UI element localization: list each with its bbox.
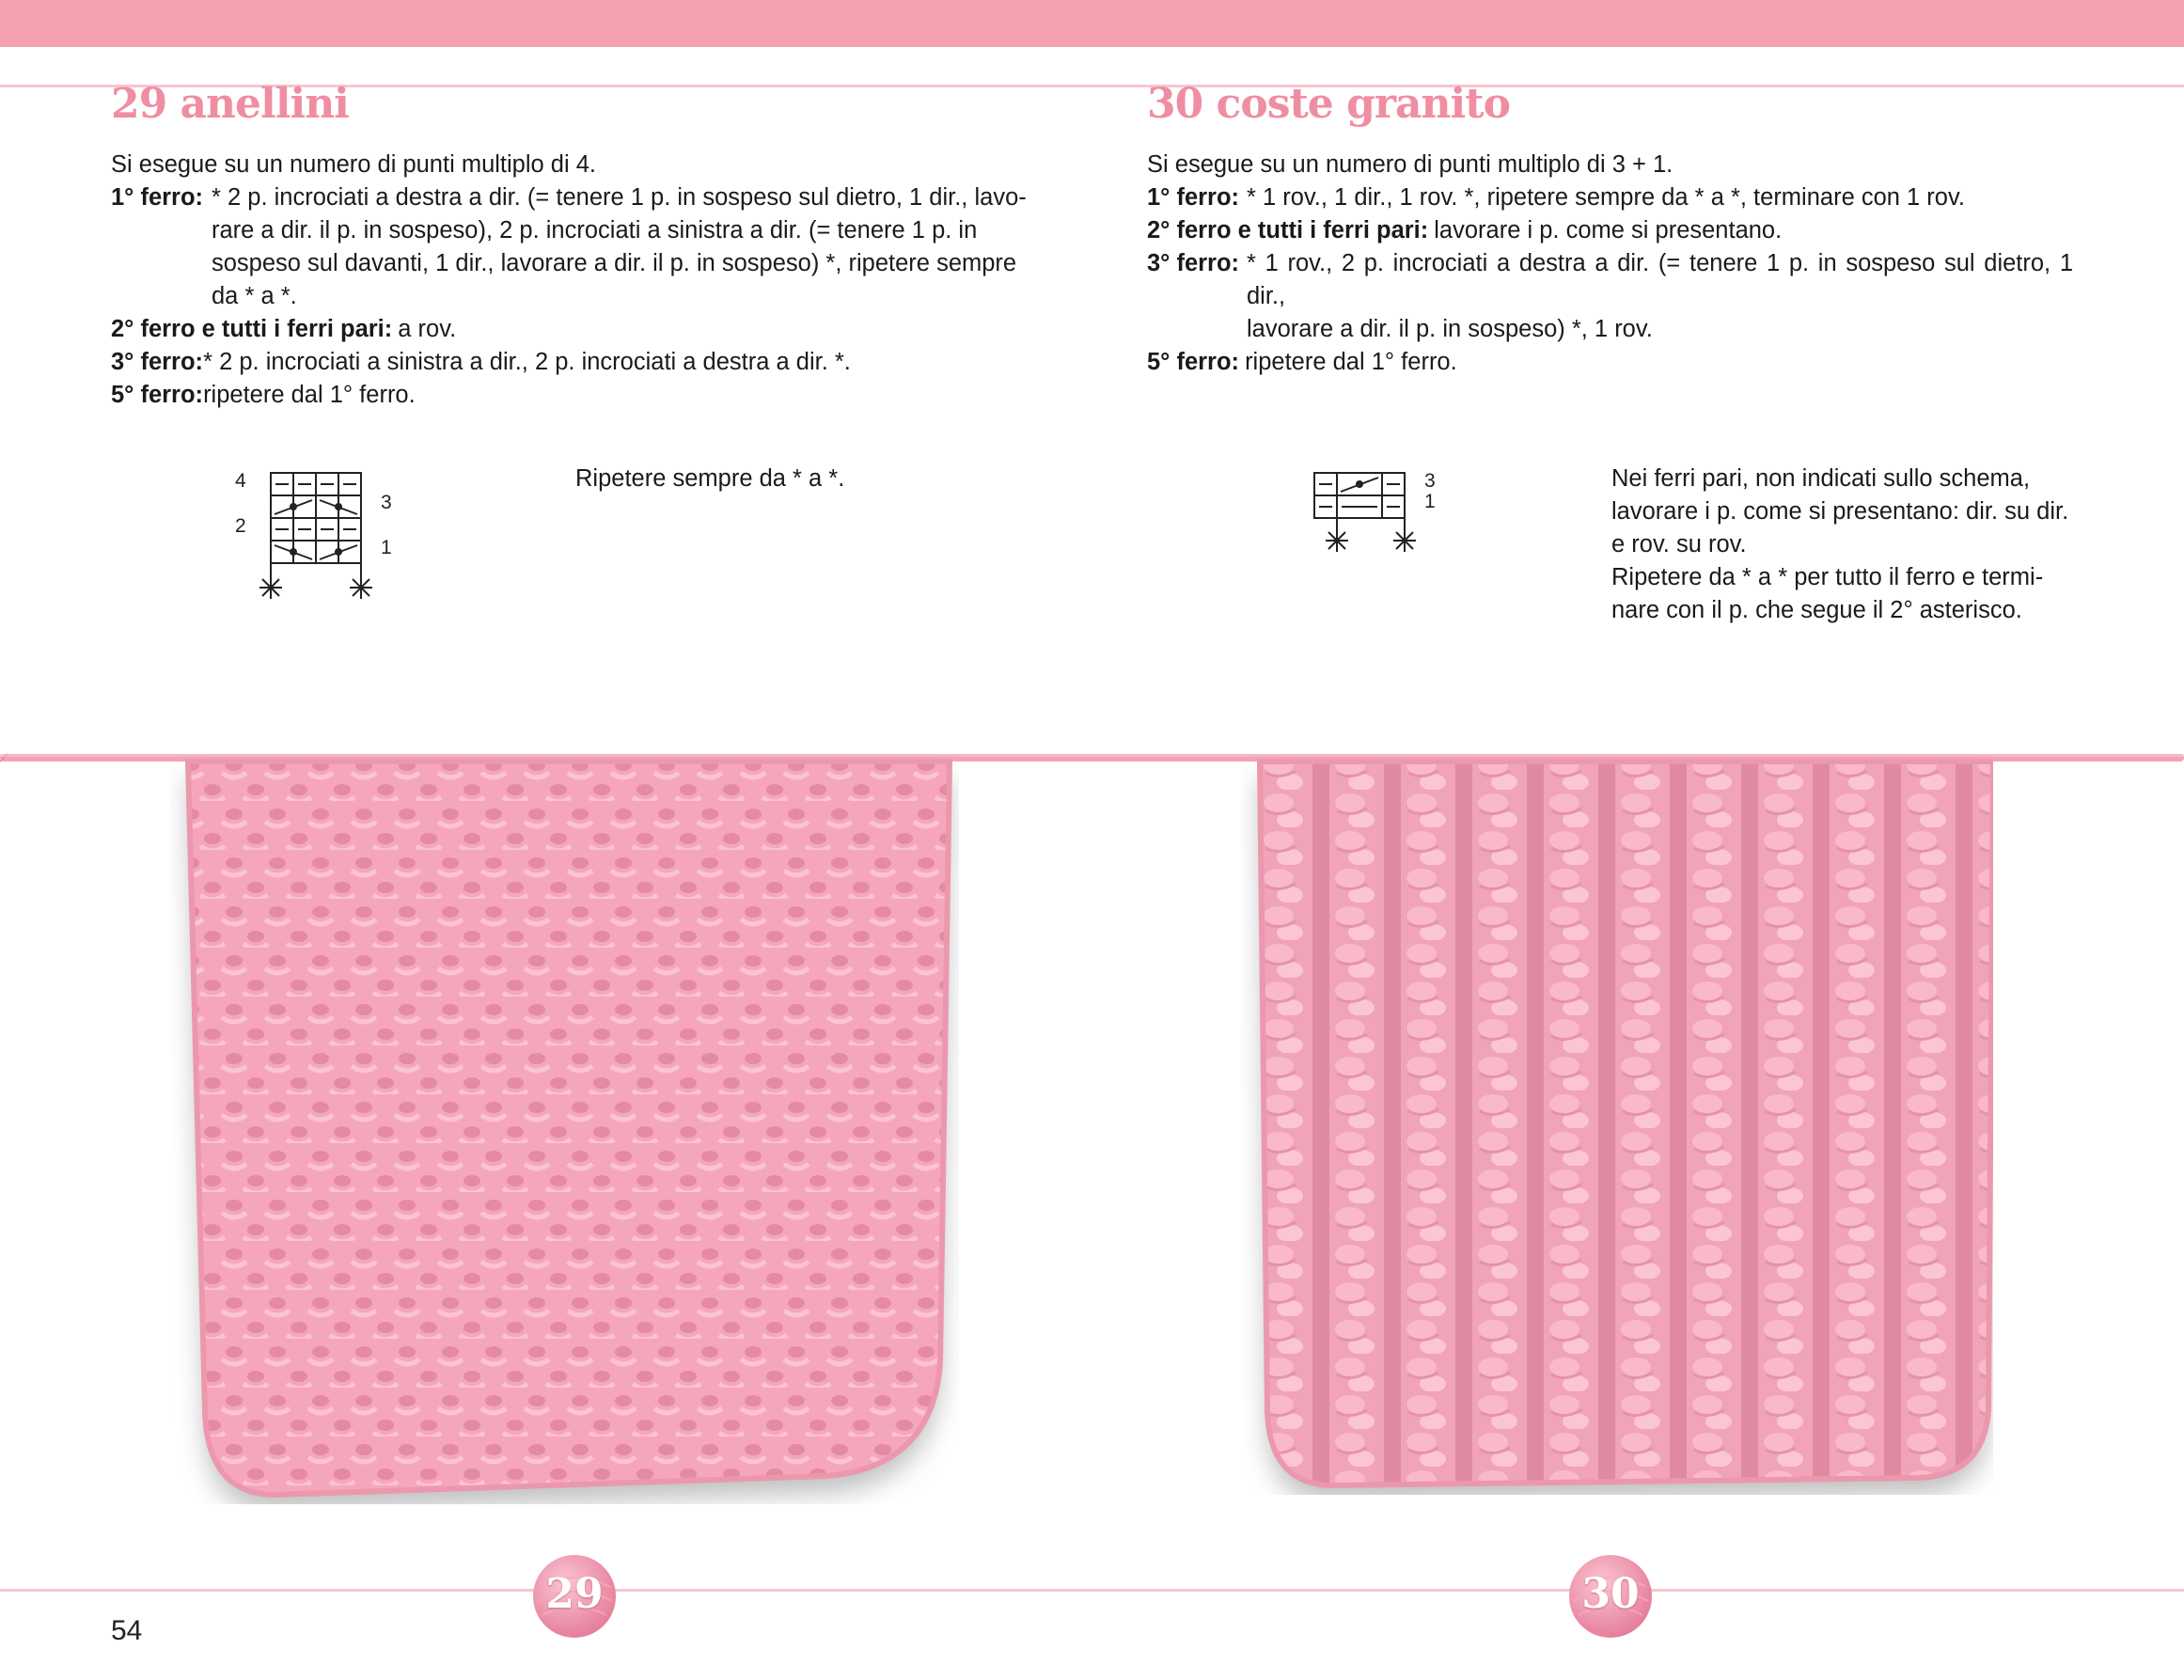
row-text: da * a *. [212, 283, 297, 309]
chart-row-3-label: 3 [1424, 470, 1436, 492]
row-label: 1° ferro: [1147, 184, 1240, 211]
pattern-30-number-badge [1565, 1549, 1656, 1640]
chart-row-1-label: 1 [381, 537, 392, 558]
chart-row-4-label: 4 [235, 470, 246, 492]
pattern-29-chart [235, 465, 404, 616]
pattern-29-row-1-cont-1 [111, 214, 1037, 247]
pattern-29-row-5 [111, 379, 1037, 412]
note-line: Nei ferri pari, non indicati sullo schema, [1611, 465, 2031, 492]
badge-number: 30 [1581, 1570, 1640, 1618]
pattern-29-row-1 [111, 181, 1037, 214]
row-text: lavorare a dir. il p. in sospeso) *, 1 rov. [1247, 316, 1653, 342]
pattern-29-note: Ripetere sempre da * a *. [575, 465, 845, 492]
row-text: * 2 p. incrociati a destra a dir. (= tenere 1 p. in sospeso sul dietro, 1 dir., lavo- [212, 184, 1027, 211]
row-label: 3° ferro: [111, 349, 204, 375]
chart-row-1-label: 1 [1424, 491, 1436, 512]
row-text: sospeso sul davanti, 1 dir., lavorare a dir. il p. in sospeso) *, ripetere sempre [212, 250, 1017, 276]
row-label: 5° ferro: [111, 382, 204, 408]
row-text: a rov. [398, 316, 457, 342]
row-label: 3° ferro: [1147, 250, 1240, 276]
pattern-30-title: 30 coste granito [1147, 80, 1510, 128]
pattern-29-header [111, 47, 1051, 132]
row-label: 2° ferro e tutti i ferri pari: [111, 316, 393, 342]
pattern-30-instructions [1147, 149, 2073, 379]
pattern-29-instructions [111, 149, 1037, 412]
pattern-30-row-1 [1147, 181, 2073, 214]
chart-29-grid [235, 465, 404, 616]
pattern-30-row-2 [1147, 214, 2073, 247]
pattern-30-intro: Si esegue su un numero di punti multiplo di 3 + 1. [1147, 151, 1673, 178]
row-label: 5° ferro: [1147, 349, 1240, 375]
footer-divider [0, 1589, 2184, 1592]
pattern-30-row-3-cont-1 [1147, 313, 2073, 346]
pattern-30-header [1147, 47, 2087, 132]
row-text: lavorare i p. come si presentano. [1434, 217, 1783, 243]
badge-number: 29 [545, 1570, 604, 1618]
note-line: Ripetere da * a * per tutto il ferro e termi- [1611, 564, 2044, 590]
row-text: * 1 rov., 1 dir., 1 rov. *, ripetere sempre da * a *, terminare con 1 rov. [1247, 184, 1965, 211]
pattern-30-row-3 [1147, 247, 2073, 313]
pattern-30-note [1611, 463, 2072, 627]
row-label: 1° ferro: [111, 184, 204, 211]
pattern-29-title: 29 anellini [111, 80, 349, 128]
swatch-29-photo [169, 752, 959, 1504]
top-color-bar [0, 0, 2184, 47]
swatch-30-photo [1241, 752, 1993, 1495]
pattern-30-chart [1307, 465, 1457, 569]
row-text: * 2 p. incrociati a sinistra a dir., 2 p. incrociati a destra a dir. *. [203, 349, 851, 375]
chart-30-grid [1307, 465, 1457, 569]
pattern-29-row-2 [111, 313, 1037, 346]
row-text: * 1 rov., 2 p. incrociati a destra a dir. (= tenere 1 p. in sospeso sul dietro, 1 dir., [1247, 250, 2073, 309]
row-text: ripetere dal 1° ferro. [1245, 349, 1457, 375]
page-number: 54 [111, 1615, 143, 1646]
pattern-29-row-3 [111, 346, 1037, 379]
chart-row-3-label: 3 [381, 492, 392, 513]
pattern-29-number-badge [529, 1549, 620, 1640]
row-text: rare a dir. il p. in sospeso), 2 p. incrociati a sinistra a dir. (= tenere 1 p. in [212, 217, 978, 243]
chart-row-2-label: 2 [235, 515, 246, 537]
pattern-29-row-1-cont-3 [111, 280, 1037, 313]
note-line: lavorare i p. come si presentano: dir. su dir. [1611, 498, 2069, 525]
note-line: nare con il p. che segue il 2° asterisco. [1611, 597, 2022, 623]
note-line: e rov. su rov. [1611, 531, 1747, 557]
row-text: ripetere dal 1° ferro. [203, 382, 416, 408]
pattern-29-intro: Si esegue su un numero di punti multiplo di 4. [111, 151, 596, 178]
pattern-30-row-5 [1147, 346, 2073, 379]
pattern-29-row-1-cont-2 [111, 247, 1037, 280]
row-label: 2° ferro e tutti i ferri pari: [1147, 217, 1429, 243]
